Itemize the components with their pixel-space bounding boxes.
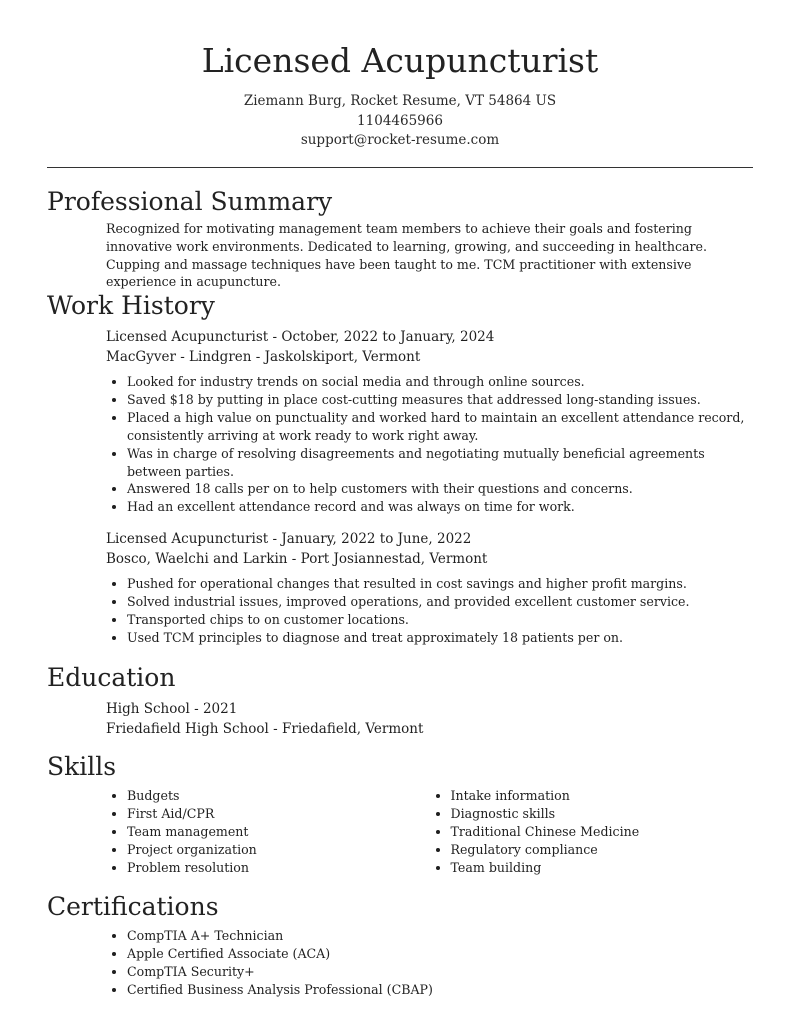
section-title-certifications: Certifications xyxy=(47,892,219,921)
job-dates: October, 2022 to January, 2024 xyxy=(281,329,495,345)
list-item: • CompTIA A+ Technician xyxy=(127,927,753,945)
job-dates: January, 2022 to June, 2022 xyxy=(281,531,472,548)
contact-email: support@rocket-resume.com xyxy=(300,132,500,148)
list-item: • Answered 18 calls per on to help customers with their questions and concerns. xyxy=(127,480,753,498)
education-school: Friedafield High School xyxy=(106,720,269,737)
resume-header xyxy=(0,0,800,151)
list-item: • First Aid/CPR xyxy=(127,805,430,823)
job-company-line: MacGyver - Lindgren - Jaskolskiport, Vermont xyxy=(106,348,421,365)
summary-text: Recognized for motivating management team members to achieve their goals and fostering innovative work environments. Dedicated to learning, growing, and succeeding in healthcare. Cupping and massage techniques have been taught to me. TCM practitioner with extensive experience in acupuncture. xyxy=(106,221,707,290)
section-title-education: Education xyxy=(47,663,176,692)
education-location: Friedafield, Vermont xyxy=(282,720,424,737)
contact-block xyxy=(0,92,800,151)
summary-section xyxy=(47,186,753,291)
list-item: • Project organization xyxy=(127,841,430,859)
list-item: • Looked for industry trends on social media and through online sources. xyxy=(127,373,753,391)
section-title-summary: Professional Summary xyxy=(47,187,333,216)
header-divider xyxy=(47,167,753,168)
list-item: • Traditional Chinese Medicine xyxy=(451,823,754,841)
job-role-line: Licensed Acupuncturist - January, 2022 to June, 2022 xyxy=(106,531,472,548)
job-employer: MacGyver - Lindgren xyxy=(106,348,252,365)
certifications-list xyxy=(106,927,753,999)
candidate-name: Licensed Acupuncturist xyxy=(201,41,599,80)
work-history-section xyxy=(47,290,753,647)
list-item: • Had an excellent attendance record and was always on time for work. xyxy=(127,498,753,516)
education-degree: High School xyxy=(106,701,190,717)
job-location: Port Josiannestad, Vermont xyxy=(300,550,488,567)
education-section xyxy=(47,662,753,739)
skills-section xyxy=(47,751,753,877)
job-role-line: Licensed Acupuncturist - October, 2022 to January, 2024 xyxy=(106,329,495,345)
job-entry xyxy=(106,530,753,647)
job-title: Licensed Acupuncturist xyxy=(106,531,269,548)
list-item: • Diagnostic skills xyxy=(451,805,754,823)
list-item: • Team building xyxy=(451,859,754,877)
list-item: • Used TCM principles to diagnose and treat approximately 18 patients per on. xyxy=(127,629,753,647)
list-item: • Saved $18 by putting in place cost-cutting measures that addressed long-standing issues. xyxy=(127,391,753,409)
list-item: • Solved industrial issues, improved operations, and provided excellent customer service. xyxy=(127,593,753,611)
contact-phone: 1104465966 xyxy=(357,112,443,129)
list-item: • Regulatory compliance xyxy=(451,841,754,859)
job-bullets xyxy=(106,373,753,516)
section-title-skills: Skills xyxy=(47,752,117,781)
contact-address: Ziemann Burg, Rocket Resume, VT 54864 US xyxy=(243,93,557,109)
list-item: • Intake information xyxy=(451,787,754,805)
list-item: • Team management xyxy=(127,823,430,841)
skills-list-right xyxy=(430,787,754,877)
list-item: • Apple Certified Associate (ACA) xyxy=(127,945,753,963)
job-employer: Bosco, Waelchi and Larkin xyxy=(106,550,288,567)
section-title-work-history: Work History xyxy=(47,291,215,320)
education-school-line: Friedafield High School - Friedafield, Vermont xyxy=(106,720,424,737)
education-degree-line: High School - 2021 xyxy=(106,701,238,717)
job-bullets xyxy=(106,575,753,647)
education-year: 2021 xyxy=(202,701,238,717)
job-title: Licensed Acupuncturist xyxy=(106,329,269,345)
list-item: • Certified Business Analysis Professional (CBAP) xyxy=(127,981,753,999)
list-item: • Transported chips to on customer locations. xyxy=(127,611,753,629)
certifications-section xyxy=(47,891,753,999)
list-item: • Budgets xyxy=(127,787,430,805)
list-item: • CompTIA Security+ xyxy=(127,963,753,981)
skills-columns xyxy=(106,783,753,877)
list-item: • Was in charge of resolving disagreements and negotiating mutually beneficial agreements between parties. xyxy=(127,445,753,481)
job-entry xyxy=(106,328,753,516)
job-location: Jaskolskiport, Vermont xyxy=(264,348,421,365)
list-item: • Problem resolution xyxy=(127,859,430,877)
skills-list-left xyxy=(106,787,430,877)
job-company-line: Bosco, Waelchi and Larkin - Port Josiannestad, Vermont xyxy=(106,550,488,567)
list-item: • Placed a high value on punctuality and worked hard to maintain an excellent attendance record, consistently arriving at work ready to work right away. xyxy=(127,409,753,445)
list-item: • Pushed for operational changes that resulted in cost savings and higher profit margins. xyxy=(127,575,753,593)
